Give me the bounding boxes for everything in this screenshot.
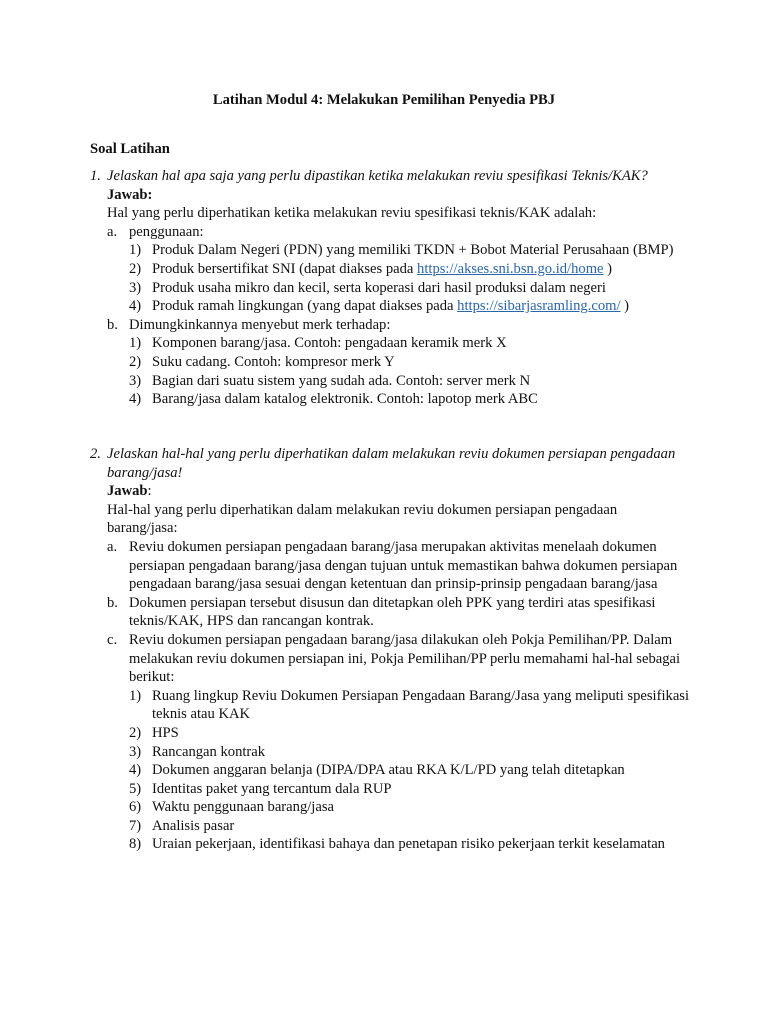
sni-link[interactable]: https://akses.sni.bsn.go.id/home: [417, 260, 604, 277]
list-marker: b.: [107, 316, 118, 333]
list-item-text: Analisis pasar: [152, 817, 235, 834]
list-item: [129, 241, 690, 260]
list-marker: a.: [107, 223, 118, 240]
answer-label: Jawab: [107, 483, 148, 500]
sub-list: [129, 241, 690, 315]
list-item-text-end: ): [603, 260, 613, 277]
list-item-text: Uraian pekerjaan, identifikasi bahaya dan penetapan risiko pekerjaan terkit keselamatan: [152, 836, 665, 853]
list-marker: 2): [129, 260, 142, 277]
list-marker: c.: [107, 631, 118, 648]
list-item-text: Reviu dokumen persiapan pengadaan barang/jasa merupakan aktivitas menelaah dokumen persiapan pengadaan barang/jasa dengan tujuan untuk memastikan bahwa dokumen persiapan pengadaan barang/jasa sesuai dengan ketentuan dan prinsip-prinsip pengadaan barang/jasa: [129, 538, 678, 593]
list-item-text: Komponen barang/jasa. Contoh: pengadaan keramik merk X: [152, 335, 507, 352]
list-item: [129, 334, 690, 353]
answer-block: [107, 482, 690, 854]
list-item: [129, 835, 690, 854]
list-item-c: [107, 631, 690, 854]
list-item: [129, 817, 690, 836]
list-item-text: Barang/jasa dalam katalog elektronik. Contoh: lapotop merk ABC: [152, 391, 538, 408]
question-2: [90, 445, 690, 854]
list-marker: 7): [129, 817, 142, 834]
list-item-text-end: ): [620, 298, 630, 315]
list-item-text: Produk bersertifikat SNI (dapat diakses pada: [152, 260, 418, 277]
list-marker: 3): [129, 743, 142, 760]
list-item-text: Reviu dokumen persiapan pengadaan barang/jasa dilakukan oleh Pokja Pemilihan/PP. Dalam melakukan reviu dokumen persiapan ini, Pokja Pemilihan/PP perlu memahami hal-hal sebagai berikut:: [129, 631, 681, 686]
list-marker: a.: [107, 538, 118, 555]
list-item: [129, 279, 690, 298]
list-item-text: Dokumen persiapan tersebut disusun dan ditetapkan oleh PPK yang terdiri atas spesifikasi teknis/KAK, HPS dan rancangan kontrak.: [129, 594, 656, 630]
list-item-text: Bagian dari suatu sistem yang sudah ada. Contoh: server merk N: [152, 372, 531, 389]
list-item-text: Ruang lingkup Reviu Dokumen Persiapan Pengadaan Barang/Jasa yang meliputi spesifikasi teknis atau KAK: [152, 687, 690, 723]
sub-list: [129, 687, 690, 854]
sibarjasramling-link[interactable]: https://sibarjasramling.com/: [457, 298, 621, 315]
list-item-b: [107, 316, 690, 409]
list-item: [129, 260, 690, 279]
list-item-text: Produk usaha mikro dan kecil, serta koperasi dari hasil produksi dalam negeri: [152, 279, 606, 296]
list-marker: 4): [129, 762, 142, 779]
answer-block: [107, 186, 690, 409]
list-marker: 2): [129, 724, 142, 741]
list-item: [129, 780, 690, 799]
list-marker: 5): [129, 780, 142, 797]
list-item-text: Produk ramah lingkungan (yang dapat diakses pada: [152, 298, 458, 315]
section-heading: Soal Latihan: [90, 141, 170, 157]
list-item-a: [107, 223, 690, 316]
list-item: [129, 798, 690, 817]
answer-label: Jawab:: [107, 186, 153, 203]
list-marker: 4): [129, 391, 142, 408]
list-item: [129, 390, 690, 409]
list-item-text: Waktu penggunaan barang/jasa: [152, 799, 334, 816]
answer-intro: Hal yang perlu diperhatikan ketika melakukan reviu spesifikasi teknis/KAK adalah:: [107, 205, 597, 222]
list-item-b: [107, 594, 690, 631]
list-item: [129, 372, 690, 391]
list-item-text: penggunaan:: [129, 223, 204, 240]
question-1: [90, 167, 690, 409]
question-text: Jelaskan hal-hal yang perlu diperhatikan dalam melakukan reviu dokumen persiapan pengadaan barang/jasa!: [107, 446, 676, 481]
list-item: [129, 353, 690, 372]
list-item-text: Rancangan kontrak: [152, 743, 266, 760]
list-item: [129, 761, 690, 780]
list-item-text: Dimungkinkannya menyebut merk terhadap:: [129, 316, 391, 333]
list-marker: 1): [129, 242, 142, 259]
page-title: Latihan Modul 4: Melakukan Pemilihan Penyedia PBJ: [212, 92, 556, 108]
question-number: 2.: [90, 446, 101, 462]
list-marker: 3): [129, 279, 142, 296]
list-marker: 8): [129, 836, 142, 853]
list-marker: 1): [129, 687, 142, 704]
list-item-text: HPS: [152, 724, 179, 741]
sub-list: [129, 334, 690, 408]
answer-label-line: [107, 482, 690, 501]
list-marker: 4): [129, 298, 142, 315]
question-text: Jelaskan hal apa saja yang perlu dipastikan ketika melakukan reviu spesifikasi Teknis/KAK?: [107, 168, 648, 184]
list-marker: 3): [129, 372, 142, 389]
list-item-text: Produk Dalam Negeri (PDN) yang memiliki TKDN + Bobot Material Perusahaan (BMP): [152, 242, 674, 259]
list-item-text: Identitas paket yang tercantum dala RUP: [152, 780, 392, 797]
list-item-text: Suku cadang. Contoh: kompresor merk Y: [152, 353, 395, 370]
list-item: [129, 297, 690, 316]
list-item-a: [107, 538, 690, 594]
list-marker: b.: [107, 594, 118, 611]
question-number: 1.: [90, 168, 101, 184]
list-item-text: Dokumen anggaran belanja (DIPA/DPA atau RKA K/L/PD yang telah ditetapkan: [152, 762, 625, 779]
answer-label-colon: :: [147, 483, 152, 500]
list-item: [129, 724, 690, 743]
list-item: [129, 687, 690, 724]
answer-intro: Hal-hal yang perlu diperhatikan dalam melakukan reviu dokumen persiapan pengadaan barang/jasa:: [107, 501, 618, 537]
list-marker: 2): [129, 353, 142, 370]
list-item: [129, 743, 690, 762]
list-marker: 6): [129, 799, 142, 816]
list-marker: 1): [129, 335, 142, 352]
